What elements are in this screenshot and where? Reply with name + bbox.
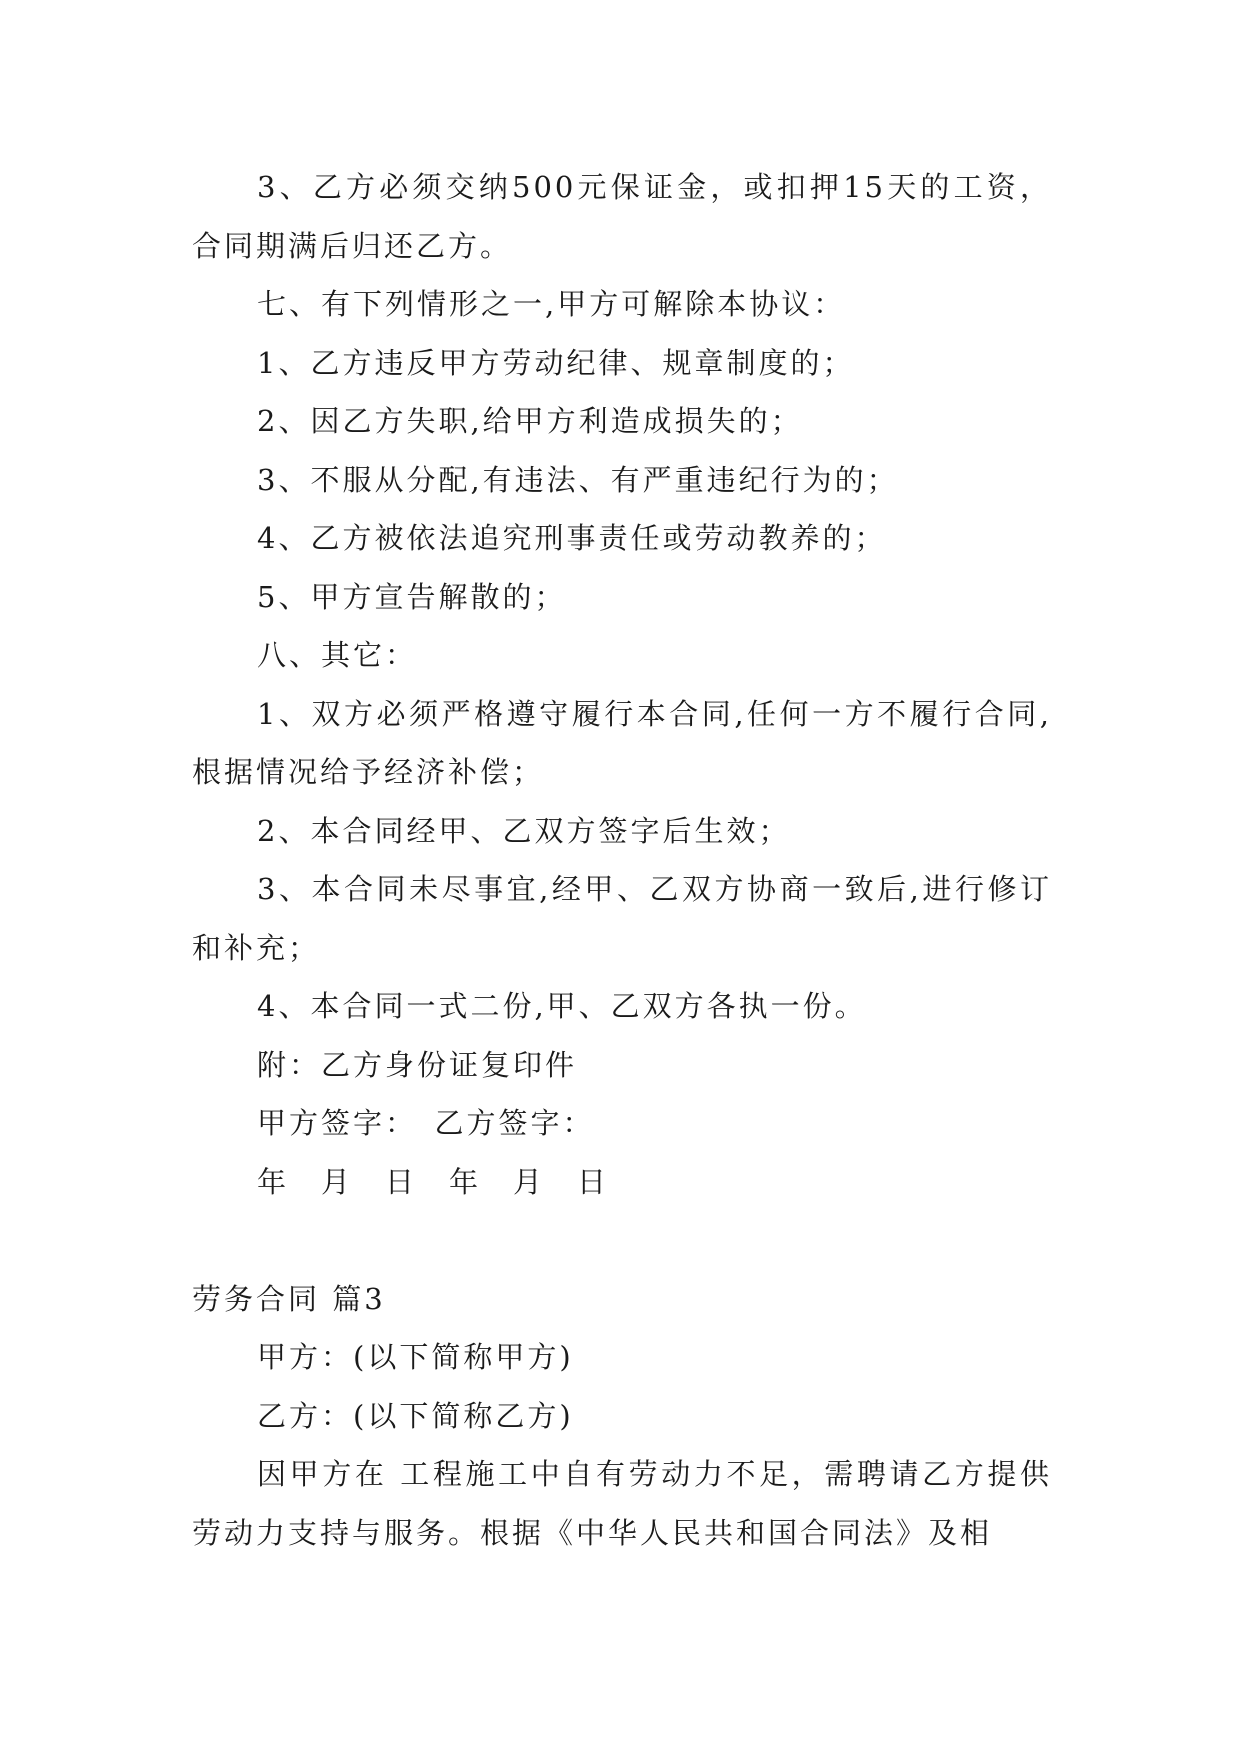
- clause-eight-item-2: 2、本合同经甲、乙双方签字后生效；: [257, 813, 791, 848]
- clause-eight-item-4: 4、本合同一式二份,甲、乙双方各执一份。: [257, 989, 867, 1023]
- section-spacer: [192, 1211, 1052, 1270]
- clause-seven-item-2: 2、因乙方失职,给甲方利造成损失的；: [257, 404, 803, 438]
- clause-eight-item-3: 3、本合同未尽事宜,经甲、乙双方协商一致后,进行修订和补充；: [192, 872, 1052, 965]
- section-heading: 劳务合同 篇3: [192, 1281, 386, 1316]
- clause-seven-heading: 七、有下列情形之一,甲方可解除本协议：: [257, 287, 846, 321]
- clause-seven-item-3: 3、不服从分配,有违法、有严重违纪行为的；: [257, 462, 899, 497]
- document-body: [192, 158, 1052, 1562]
- clause-seven-item-4: 4、乙方被依法追究刑事责任或劳动教养的；: [257, 521, 887, 555]
- party-a-line: 甲方：(以下简称甲方): [257, 1340, 574, 1374]
- paragraph-deposit: 3、乙方必须交纳500元保证金，或扣押15天的工资，合同期满后归还乙方。: [192, 170, 1052, 263]
- preamble-paragraph: 因甲方在 工程施工中自有劳动力不足，需聘请乙方提供劳动力支持与服务。根据《中华人民共和国合同法》及相: [192, 1457, 1052, 1550]
- clause-eight-item-1: 1、双方必须严格遵守履行本合同,任何一方不履行合同,根据情况给予经济补偿；: [192, 696, 1052, 789]
- signature-line: 甲方签字： 乙方签字：: [257, 1106, 595, 1140]
- attachment-note: 附：乙方身份证复印件: [257, 1047, 578, 1082]
- party-b-line: 乙方：(以下简称乙方): [257, 1398, 574, 1433]
- clause-seven-item-1: 1、乙方违反甲方劳动纪律、规章制度的；: [257, 345, 855, 380]
- clause-seven-item-5: 5、甲方宣告解散的；: [257, 579, 567, 614]
- clause-eight-heading: 八、其它：: [257, 638, 418, 672]
- date-line: 年 月 日 年 月 日: [257, 1164, 610, 1199]
